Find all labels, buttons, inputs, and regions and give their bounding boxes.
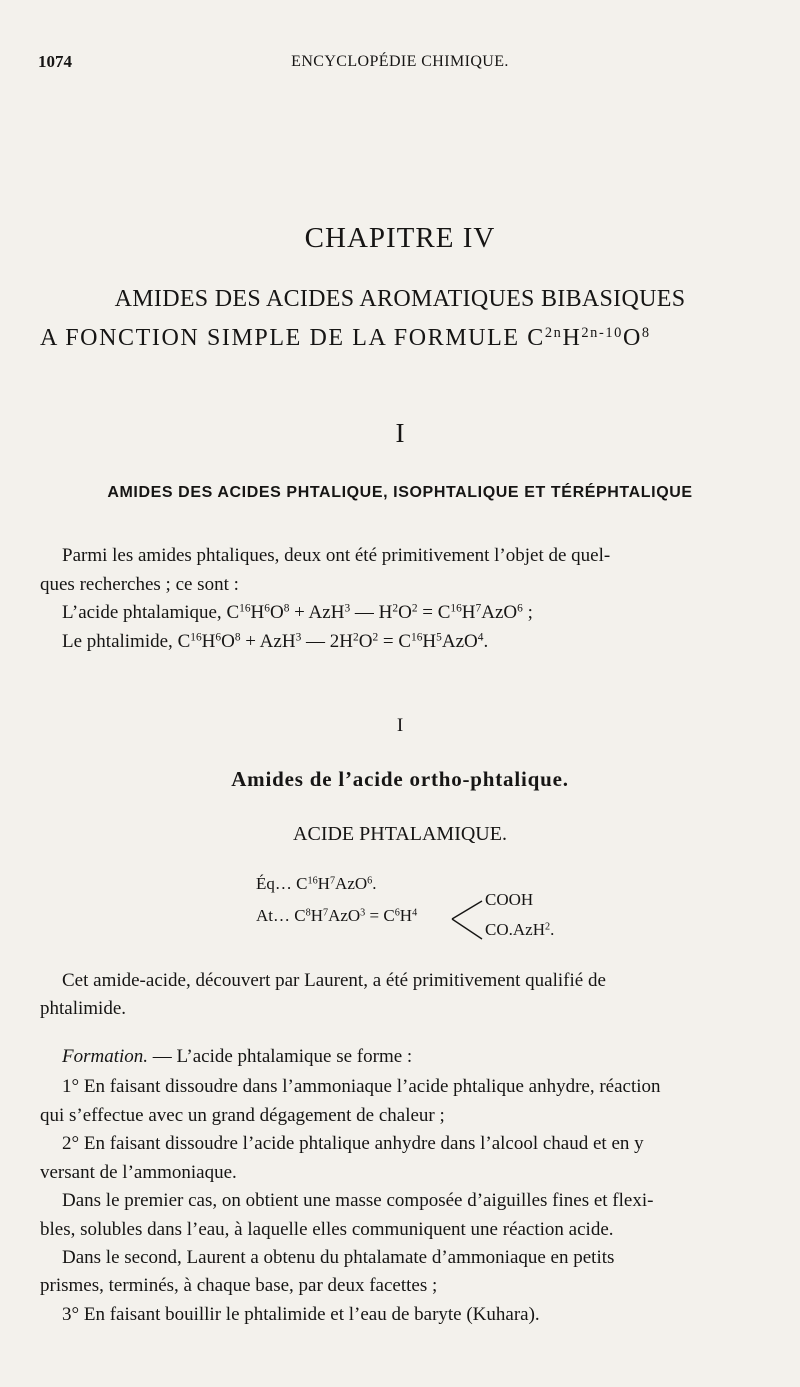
body-line-8: prismes, terminés, à chaque base, par deux facettes ; (40, 1275, 438, 1296)
body-line-4: versant de l’ammoniaque. (40, 1162, 237, 1183)
phtalamic-acid-formula-line: L’acide phtalamique, $C^{16}H^6O^8 + AzH^3$ — $H^2O^2 = C^{16}H^7AzO^6$ ; (62, 602, 533, 623)
branch-coazh: CO.AzH$^2$. (485, 920, 555, 939)
subsection-roman-numeral: I (396, 715, 404, 736)
section-title: AMIDES DES ACIDES PHTALIQUE, ISOPHTALIQUE ET TÉRÉPHTALIQUE (107, 484, 693, 501)
body-line-6: bles, solubles dans l’eau, à laquelle elles communiquent une réaction acide. (40, 1219, 614, 1240)
body-line-9: 3° En faisant bouillir le phtalimide et l’eau de baryte (Kuhara). (62, 1304, 540, 1325)
chapter-label: CHAPITRE IV (304, 222, 496, 254)
body-p1-line2: phtalimide. (40, 998, 127, 1019)
body-p1-line1: Cet amide-acide, découvert par Laurent, a été primitivement qualifié de (62, 970, 606, 991)
intro-line-2: ques recherches ; ce sont : (40, 574, 239, 595)
intro-line-1: Parmi les amides phtaliques, deux ont été primitivement l’objet de quel- (62, 545, 611, 566)
formation-heading: Formation. — L’acide phtalamique se forme : (62, 1046, 413, 1067)
branch-cooh: COOH (485, 890, 534, 909)
phtalimide-formula-line: Le phtalimide, $C^{16}H^6O^8 + AzH^3$ — $2H^2O^2 = C^{16}H^5AzO^4$. (62, 631, 489, 652)
page-number: 1074 (38, 52, 72, 71)
body-line-1: 1° En faisant dissoudre dans l’ammoniaque l’acide phtalique anhydre, réaction (62, 1076, 661, 1097)
subsection-title: Amides de l’acide ortho-phtalique. (231, 767, 569, 791)
chapter-title-line2: A FONCTION SIMPLE DE LA FORMULE $C^{2n}H^{2n-10}O^8$ (40, 325, 651, 351)
chapter-title-line1: AMIDES DES ACIDES AROMATIQUES BIBASIQUES (114, 286, 686, 312)
body-line-2: qui s’effectue avec un grand dégagement de chaleur ; (40, 1105, 445, 1126)
body-line-5: Dans le premier cas, on obtient une masse composée d’aiguilles fines et flexi- (62, 1190, 654, 1211)
body-line-7: Dans le second, Laurent a obtenu du phtalamate d’ammoniaque en petits (62, 1247, 615, 1268)
running-title: ENCYCLOPÉDIE CHIMIQUE. (291, 53, 509, 70)
atomic-formula: At… $C^8H^7AzO^3 = C^6H^4$ (256, 906, 418, 925)
equivalent-formula: Éq… $C^{16}H^7AzO^6$. (256, 874, 377, 893)
compound-name: ACIDE PHTALAMIQUE. (293, 823, 507, 845)
section-roman-numeral: I (395, 418, 405, 448)
branch-bracket (448, 895, 488, 945)
body-line-3: 2° En faisant dissoudre l’acide phtalique anhydre dans l’alcool chaud et en y (62, 1133, 644, 1154)
